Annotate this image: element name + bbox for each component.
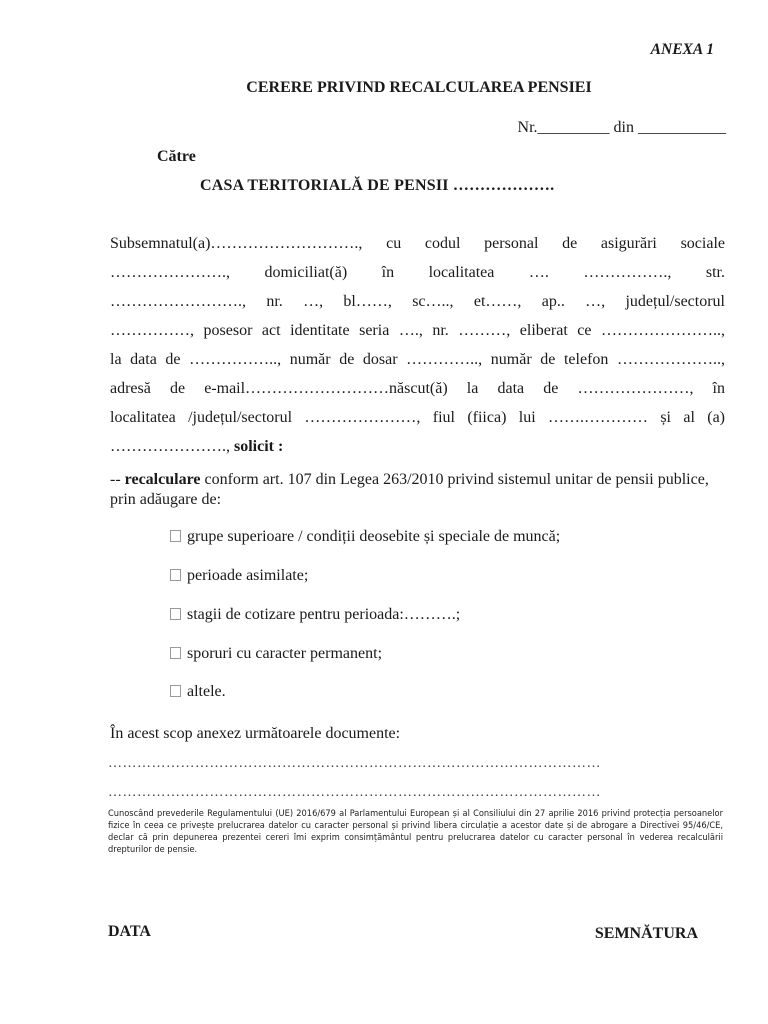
option-label: grupe superioare / condiții deosebite și speciale de muncă; [187,528,561,545]
checkbox-icon[interactable] [170,685,181,697]
checkbox-icon[interactable] [170,608,181,620]
solicit-label: solicit : [234,438,284,455]
body-line: localitatea /județul/sectorul …………………, fiul (fiica) lui …….………… și al (a) [110,409,725,426]
documents-label: În acest scop anexez următoarele documente: [110,725,401,742]
checkbox-icon[interactable] [170,569,181,581]
checkbox-icon[interactable] [170,530,181,542]
body-line: Subsemnatul(a)………………………., cu codul personal de asigurări sociale [110,235,725,252]
document-title: CERERE PRIVIND RECALCULAREA PENSIEI [246,79,592,96]
addressee-label: Către [157,148,196,165]
option-label: perioade asimilate; [187,567,309,584]
body-line: ……………, posesor act identitate seria …., nr. ………, eliberat ce ………………….., [110,322,725,339]
request-text: conform art. 107 din Legea 263/2010 privind sistemul unitar de pensii publice, prin adăugare de: [110,471,709,508]
date-label: DATA [108,923,151,940]
option-item[interactable] [170,528,560,546]
option-item[interactable] [170,567,308,585]
option-item[interactable] [170,606,460,624]
body-line-dots: …………………., [110,438,230,455]
body-line: ……………………., nr. …, bl……, sc….., et……, ap.. …, județul/sectorul [110,293,725,310]
body-line: la data de …………….., număr de dosar ………….., număr de telefon ……………….., [110,351,725,368]
documents-line-2[interactable]: ………………………………………………………………………………………… [108,785,601,800]
request-paragraph [110,470,720,510]
institution-name: CASA TERITORIALĂ DE PENSII ………………. [200,177,555,194]
option-label: altele. [187,683,226,700]
option-item[interactable] [170,645,382,663]
request-prefix: -- [110,471,125,488]
registration-number-field: Nr._________ din ___________ [517,119,726,136]
body-line-last [110,432,725,461]
annex-label: ANEXA 1 [650,41,714,58]
documents-line-1[interactable]: ………………………………………………………………………………………… [108,756,601,771]
body-line: …………………., domiciliat(ă) în localitatea …. ……………., str. [110,264,725,281]
request-keyword: recalculare [124,471,201,488]
gdpr-consent-text: Cunoscând prevederile Regulamentului (UE) 2016/679 al Parlamentului European și al Consiliului din 27 aprilie 2016 privind protecția persoanelor fizice în ceea ce privește prelucrarea datelor cu caracter personal și privind libera circulație a acestor date și de abrogare a Directivei 95/46/CE, declar că prin depunerea prezentei cereri îmi exprim consimțământul pentru prelucrarea datelor cu caracter personal în vederea recalculării drepturilor de pensie. [108,808,723,855]
option-label: stagii de cotizare pentru perioada:……….; [187,606,461,623]
option-label: sporuri cu caracter permanent; [187,645,383,662]
checkbox-icon[interactable] [170,647,181,659]
body-line: adresă de e-mail………………………născut(ă) la data de …………………, în [110,380,725,397]
applicant-details [110,229,725,461]
signature-label: SEMNĂTURA [594,925,698,942]
option-item[interactable] [170,683,226,701]
